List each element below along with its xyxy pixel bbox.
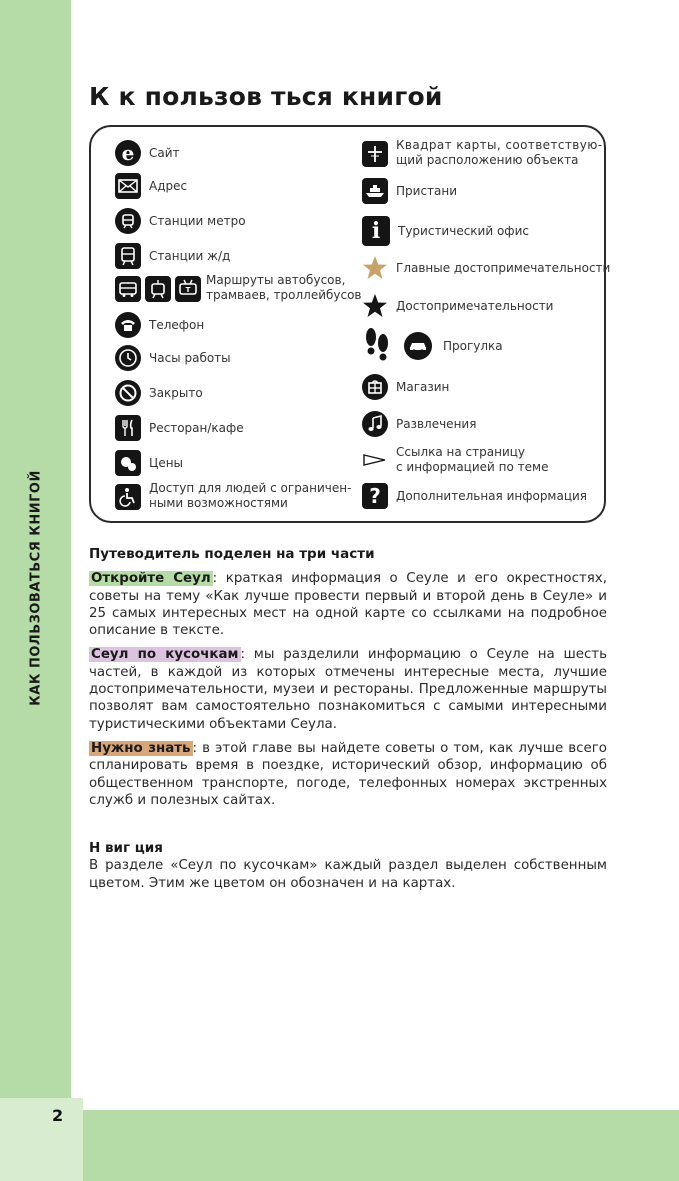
legend-item-accessibility [115,482,351,511]
map-grid-icon [362,141,388,167]
section-tag-need-to-know: Нужно знать [91,740,191,756]
legend-label: Развлечения [396,416,477,431]
legend-label: Закрыто [149,385,203,400]
legend-item-sights [362,293,553,319]
legend-item-transit [115,275,362,303]
legend-label-page-link [396,445,548,475]
sections-block [89,546,607,809]
info-icon: i [362,216,390,246]
svg-text:T: T [185,286,191,294]
sidebar-label-wrap [0,0,71,1181]
legend-item-shop [362,374,449,400]
legend-item-main-sights [362,255,610,281]
legend-label: Цены [149,455,184,470]
legend-label-accessibility [149,481,351,511]
legend-item-restaurant [115,415,244,441]
legend-item-metro [115,208,246,234]
legend-label-line1: Квадрат карты, соответствую- [396,138,603,152]
legend-label-line1: Ссылка на страницу [396,445,526,459]
legend-label-line1: Маршруты автобусов, [206,273,346,287]
legend-label-line2: ными возможностями [149,496,288,510]
star-gold-icon [362,255,388,281]
ferry-icon [362,178,388,204]
section-tag-open-seoul: Откройте Сеул [91,571,211,587]
navigation-text: В разделе «Сеул по кусочкам» каждый раздел выделен собственным цветом. Этим же цветом он обозначен и на картах. [89,858,607,891]
price-icon [115,450,141,476]
sections-heading: Путеводитель поделен на три части [89,546,375,562]
closed-icon [115,380,141,406]
sidebar-label: КАК ПОЛЬЗОВАТЬСЯ КНИГОЙ [28,470,43,706]
legend-label: Станции метро [149,213,246,228]
legend-label: Пристани [396,183,458,198]
trolleybus-icon [175,276,201,302]
music-icon [362,411,388,437]
arrow-link-icon [362,447,388,473]
legend-label: Сайт [149,145,180,160]
tram-icon [145,276,171,302]
legend-label-line2: трамваев, троллейбусов [206,288,362,302]
legend-label: Достопримечательности [396,298,554,313]
wheelchair-icon [115,484,141,510]
page-number: 2 [52,1106,64,1125]
legend-label-line2: с информацией по теме [396,460,549,474]
legend-label-transit [206,273,362,303]
legend-label-line2: щий расположению объекта [396,153,579,167]
legend-label: Адрес [149,178,188,193]
legend-item-walk [362,326,503,366]
metro-icon [115,208,141,234]
legend-label: Дополнительная информация [396,488,588,503]
question-icon: ? [362,483,388,509]
section-text: : мы разделили информацию о Сеуле на шесть частей, в каждой из которых отмечены интересные места, лучшие достопримечательности, музеи и рестораны. Предложенные маршруты позволят вам самостоятельно познакомиться с самыми интересными туристическими объектами Сеула. [89,647,608,732]
star-black-icon [362,293,388,319]
legend-item-closed [115,380,203,406]
legend-label-line1: Доступ для людей с ограничен- [149,481,352,495]
legend-item-entertainment [362,411,476,437]
footprints-icon [362,326,392,366]
legend-label: Главные достопримечательности [396,260,611,275]
legend-item-address [115,173,187,199]
legend-item-extra-info [362,483,587,509]
train-icon [115,243,141,269]
bottom-bar [83,1110,679,1181]
legend-label: Ресторан/кафе [149,420,244,435]
page-title: К к пользов ться книгой [89,82,443,111]
legend-item-page-link [362,445,548,475]
legend-label: Телефон [149,317,205,332]
legend-item-site [115,140,180,166]
legend-label: Станции ж/д [149,248,231,263]
web-icon: e [115,140,141,166]
clock-icon [115,345,141,371]
phone-icon [115,312,141,338]
section-text: : в этой главе вы найдете советы о том, как лучше всего спланировать время в поездке, исторический обзор, информацию об общественном транспорте, погоде, телефонных номерах экстренных служб и полезных сайтах. [89,740,608,808]
section-tag-seoul-pieces: Сеул по кусочкам [91,647,239,663]
legend-item-ferry [362,178,457,204]
legend-item-train [115,243,230,269]
legend-label: Туристический офис [398,223,529,238]
legend-label: Магазин [396,379,450,394]
legend-item-map-grid [362,140,602,168]
navigation-heading: Н виг ция [89,840,163,856]
legend-label: Прогулка [443,338,503,353]
car-icon [404,332,432,360]
legend-label: Часы работы [149,350,231,365]
restaurant-icon [115,415,141,441]
section-paragraph-seoul-pieces [89,646,607,732]
legend-label-map-grid [396,138,602,168]
envelope-icon [115,173,141,199]
navigation-block [89,840,607,892]
legend-item-info [362,216,529,246]
section-paragraph-open-seoul [89,570,607,639]
bus-icon [115,276,141,302]
legend-item-phone [115,312,204,338]
legend-item-hours [115,345,231,371]
section-text: : краткая информация о Сеуле и его окрестностях, советы на тему «Как лучше провести первый и второй день в Сеуле» и 25 самых интересных мест на одной карте со ссылками на подробное описание в тексте. [89,571,607,639]
shop-icon [362,374,388,400]
section-paragraph-need-to-know [89,740,607,809]
legend-item-price [115,450,183,476]
page-number-box [0,1098,83,1181]
